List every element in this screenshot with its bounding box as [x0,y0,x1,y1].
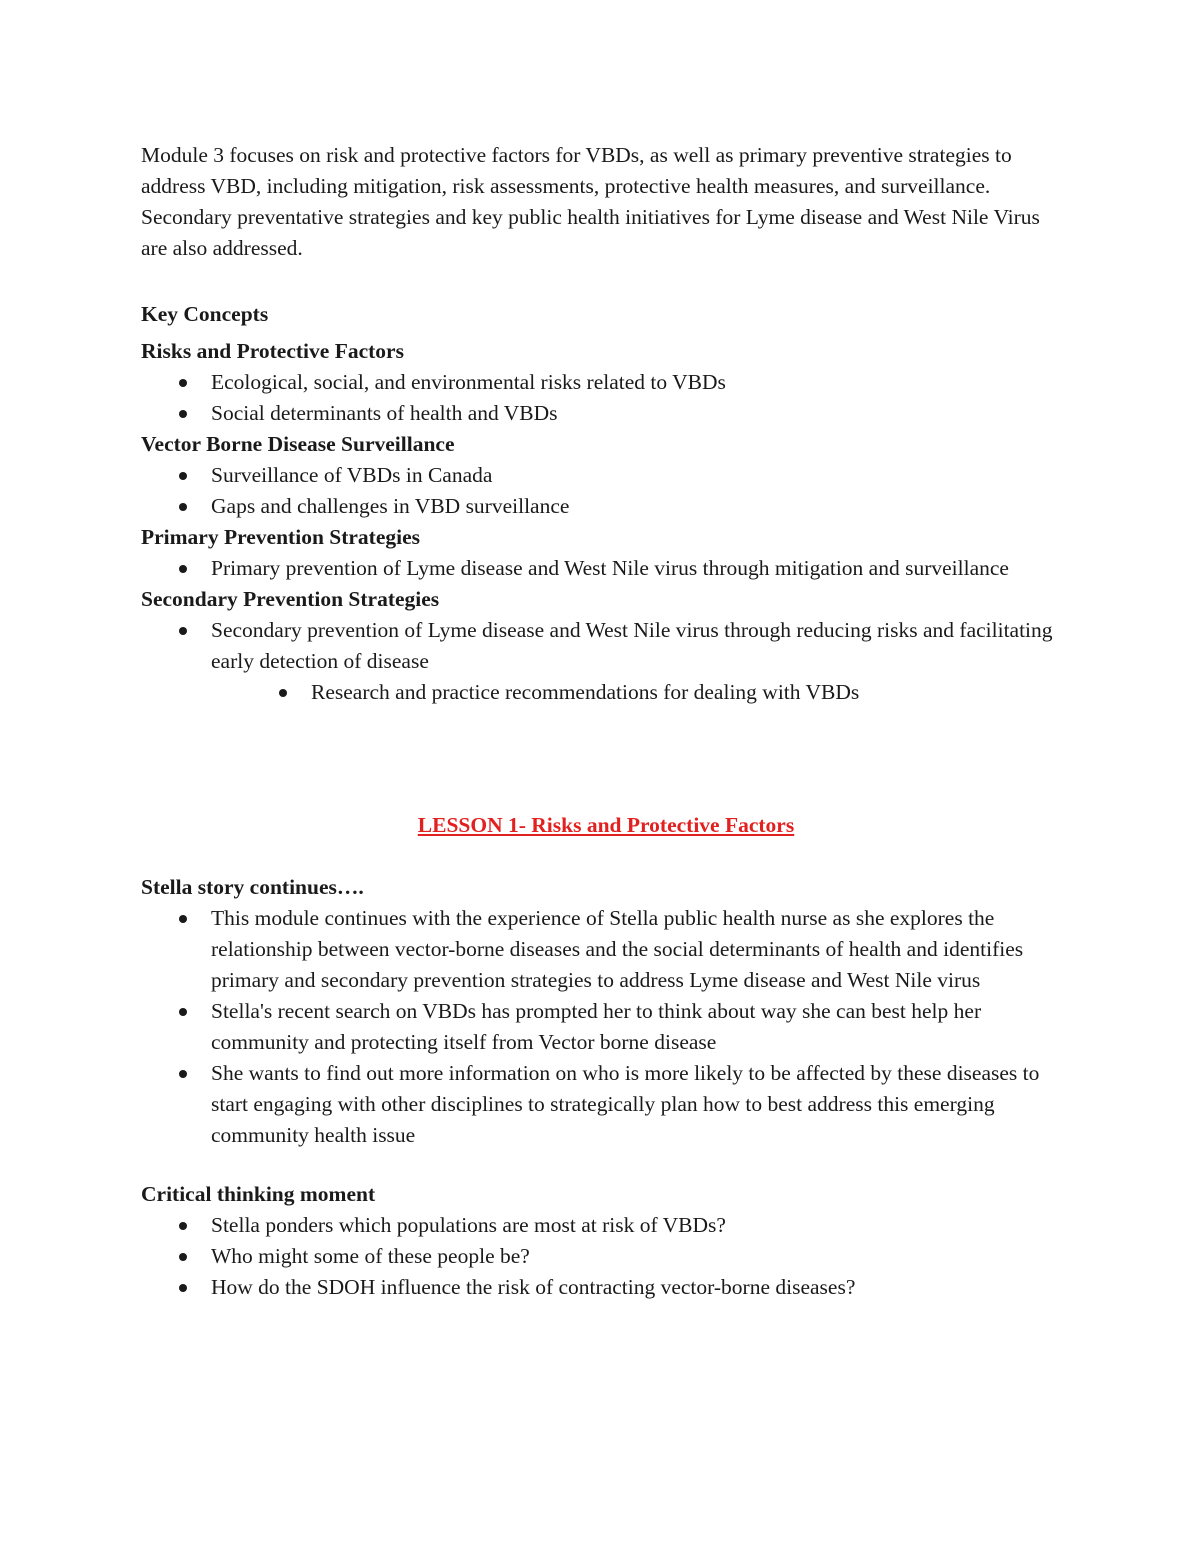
bullet-icon [179,1008,187,1016]
bullet-icon [179,1284,187,1292]
bullet-icon [179,410,187,418]
surveillance-list [141,460,1071,522]
bullet-icon [279,689,287,697]
bullet-icon [179,1222,187,1230]
risks-list [141,367,1071,429]
list-item: Who might some of these people be? [141,1241,1071,1272]
list-item: She wants to find out more information on who is more likely to be affected by these diseases to start engaging with other disciplines to strategically plan how to best address this emerging community health issue [141,1058,1071,1151]
list-item: Stella's recent search on VBDs has prompted her to think about way she can best help her community and protecting itself from Vector borne disease [141,996,1071,1058]
primary-list [141,553,1071,584]
section-heading-primary: Primary Prevention Strategies [141,525,421,549]
list-item: Stella ponders which populations are most at risk of VBDs? [141,1210,1071,1241]
bullet-icon [179,565,187,573]
story-heading: Stella story continues…. [141,875,364,899]
bullet-icon [179,1253,187,1261]
document-page [141,140,1071,1303]
list-item: Secondary prevention of Lyme disease and West Nile virus through reducing risks and facilitating early detection of disease [141,615,1071,677]
list-item: Gaps and challenges in VBD surveillance [141,491,1071,522]
lesson-title: LESSON 1- Risks and Protective Factors [417,813,795,837]
section-heading-secondary: Secondary Prevention Strategies [141,587,440,611]
bullet-icon [179,627,187,635]
section-heading-risks: Risks and Protective Factors [141,339,404,363]
list-item: This module continues with the experience of Stella public health nurse as she explores the relationship between vector-borne diseases and the social determinants of health and identifies primary and secondary prevention strategies to address Lyme disease and West Nile virus [141,903,1071,996]
section-heading-surveillance: Vector Borne Disease Surveillance [141,432,455,456]
bullet-icon [179,472,187,480]
intro-paragraph: Module 3 focuses on risk and protective factors for VBDs, as well as primary preventive strategies to address VBD, including mitigation, risk assessments, protective health measures, and surveillance. Secondary preventative strategies and key public health initiatives for Lyme disease and West Nile Virus are also addressed. [141,143,1040,260]
story-list [141,903,1071,1151]
list-item: Social determinants of health and VBDs [141,398,1071,429]
critical-heading: Critical thinking moment [141,1182,376,1206]
critical-list [141,1210,1071,1303]
bullet-icon [179,915,187,923]
list-subitem: Research and practice recommendations for dealing with VBDs [141,677,1071,708]
bullet-icon [179,1070,187,1078]
list-item: Surveillance of VBDs in Canada [141,460,1071,491]
bullet-icon [179,379,187,387]
key-concepts-title: Key Concepts [141,302,269,326]
bullet-icon [179,503,187,511]
list-item: How do the SDOH influence the risk of contracting vector-borne diseases? [141,1272,1071,1303]
secondary-list [141,615,1071,708]
list-item: Primary prevention of Lyme disease and West Nile virus through mitigation and surveillance [141,553,1071,584]
list-item: Ecological, social, and environmental risks related to VBDs [141,367,1071,398]
